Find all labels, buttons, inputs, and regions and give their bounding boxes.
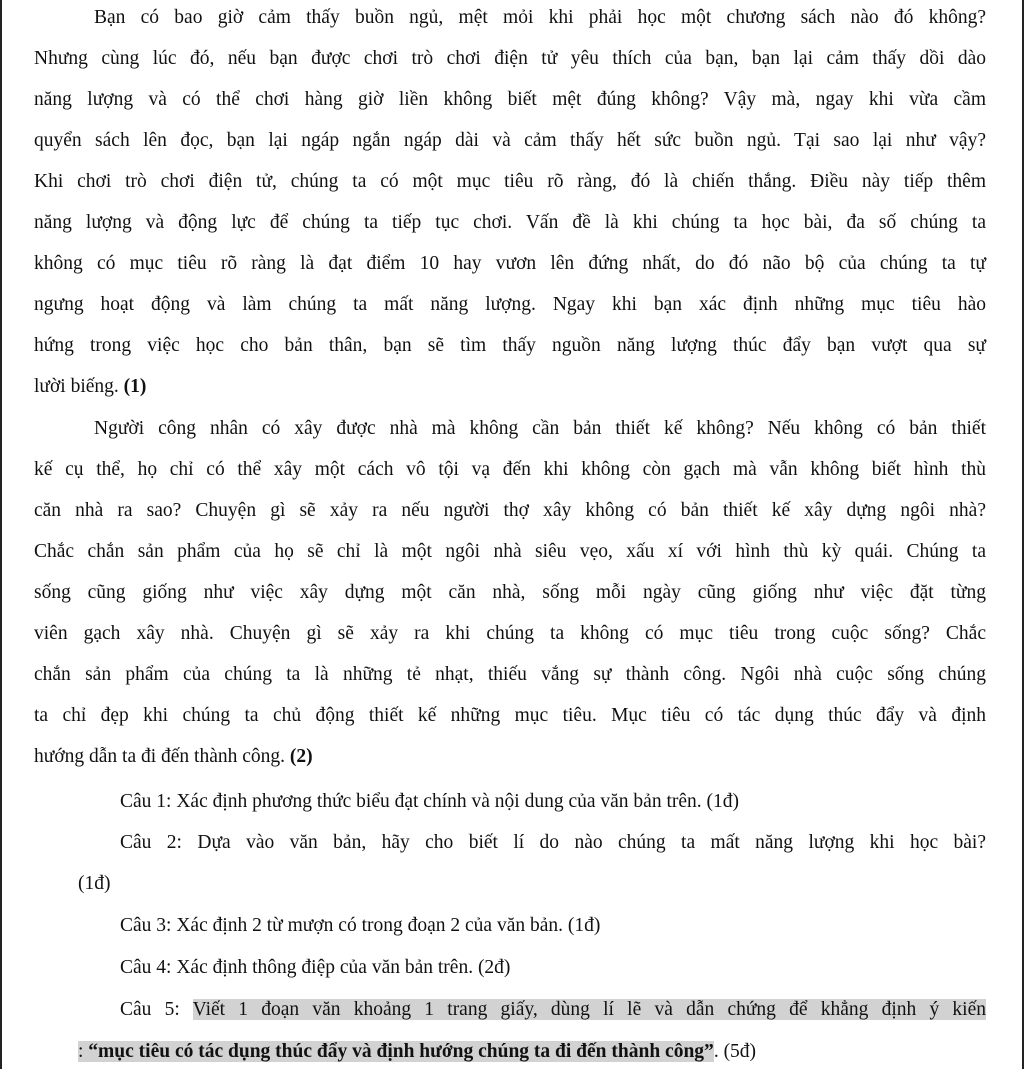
paragraph-line: viên gạch xây nhà. Chuyện gì sẽ xảy ra khi chúng ta không có mục tiêu trong cuộc sống? Chắc [34, 623, 986, 644]
question-5-prefix: : [78, 1041, 89, 1062]
question-1: Câu 1: Xác định phương thức biểu đạt chính và nội dung của văn bản trên. (1đ) [120, 791, 740, 812]
paragraph-line: ngưng hoạt động và làm chúng ta mất năng lượng. Ngay khi bạn xác định những mục tiêu hào [34, 294, 986, 315]
question-5-label: Câu 5: [120, 999, 193, 1020]
paragraph-marker: (2) [289, 746, 313, 767]
paragraph-marker: (1) [123, 376, 147, 397]
question-5 [120, 994, 986, 1026]
document-page [34, 0, 986, 1069]
paragraph-last-line [34, 371, 986, 403]
question-2-points: (1đ) [78, 873, 111, 894]
paragraph-line: lười biếng. [34, 376, 119, 397]
paragraph-line: Bạn có bao giờ cảm thấy buồn ngủ, mệt mỏi khi phải học một chương sách nào đó không? [94, 7, 986, 28]
page-left-edge [0, 0, 2, 1069]
paragraph-line: ta chỉ đẹp khi chúng ta chủ động thiết kế những mục tiêu. Mục tiêu có tác dụng thúc đẩy và định [34, 705, 986, 726]
question-4: Câu 4: Xác định thông điệp của văn bản trên. (2đ) [120, 957, 511, 978]
paragraph-line: căn nhà ra sao? Chuyện gì sẽ xảy ra nếu người thợ xây không có bản thiết kế xây dựng ngôi nhà? [34, 500, 986, 521]
paragraph-line: sống cũng giống như việc xây dựng một căn nhà, sống mỗi ngày cũng giống như việc đặt từng [34, 582, 986, 603]
paragraph-line: kế cụ thể, họ chỉ có thể xây một cách vô tội vạ đến khi không còn gạch mà vẫn không biết hình thù [34, 459, 986, 480]
paragraph-line: quyển sách lên đọc, bạn lại ngáp ngắn ngáp dài và cảm thấy hết sức buồn ngủ. Tại sao lại như vậy? [34, 130, 986, 151]
paragraph-line: hướng dẫn ta đi đến thành công. [34, 746, 286, 767]
question-5-quote: “mục tiêu có tác dụng thúc đẩy và định hướng chúng ta đi đến thành công” [88, 1041, 714, 1062]
paragraph-line: Khi chơi trò chơi điện tử, chúng ta có một mục tiêu rõ ràng, đó là chiến thắng. Điều này tiếp thêm [34, 171, 986, 192]
paragraph-line: Người công nhân có xây được nhà mà không cần bản thiết kế không? Nếu không có bản thiết [94, 418, 986, 439]
question-3: Câu 3: Xác định 2 từ mượn có trong đoạn 2 của văn bản. (1đ) [120, 915, 601, 936]
question-5-points: . (5đ) [713, 1041, 757, 1062]
paragraph-last-line [34, 741, 986, 773]
paragraph-line: không có mục tiêu rõ ràng là đạt điểm 10 hay vươn lên đứng nhất, do đó não bộ của chúng ta tự [34, 253, 986, 274]
paragraph-line: Nhưng cùng lúc đó, nếu bạn được chơi trò chơi điện tử yêu thích của bạn, bạn lại cảm thấy dồi dào [34, 48, 986, 69]
paragraph-line: năng lượng và có thể chơi hàng giờ liền không biết mệt đúng không? Vậy mà, ngay khi vừa cầm [34, 89, 986, 110]
paragraph-line: Chắc chắn sản phẩm của họ sẽ chỉ là một ngôi nhà siêu vẹo, xấu xí với hình thù kỳ quái. Chúng ta [34, 541, 986, 562]
question-2: Câu 2: Dựa vào văn bản, hãy cho biết lí do nào chúng ta mất năng lượng khi học bài? [120, 832, 986, 853]
paragraph-line: hứng trong việc học cho bản thân, bạn sẽ tìm thấy nguồn năng lượng thúc đẩy bạn vượt qua sự [34, 335, 986, 356]
question-5-highlighted-text: Viết 1 đoạn văn khoảng 1 trang giấy, dùng lí lẽ và dẫn chứng để khẳng định ý kiến [192, 999, 987, 1020]
paragraph-line: chắn sản phẩm của chúng ta là những tẻ nhạt, thiếu vắng sự thành công. Ngôi nhà cuộc sống chúng [34, 664, 986, 685]
paragraph-line: năng lượng và động lực để chúng ta tiếp tục chơi. Vấn đề là khi chúng ta học bài, đa số chúng ta [34, 212, 986, 233]
question-5-continuation [78, 1036, 756, 1068]
